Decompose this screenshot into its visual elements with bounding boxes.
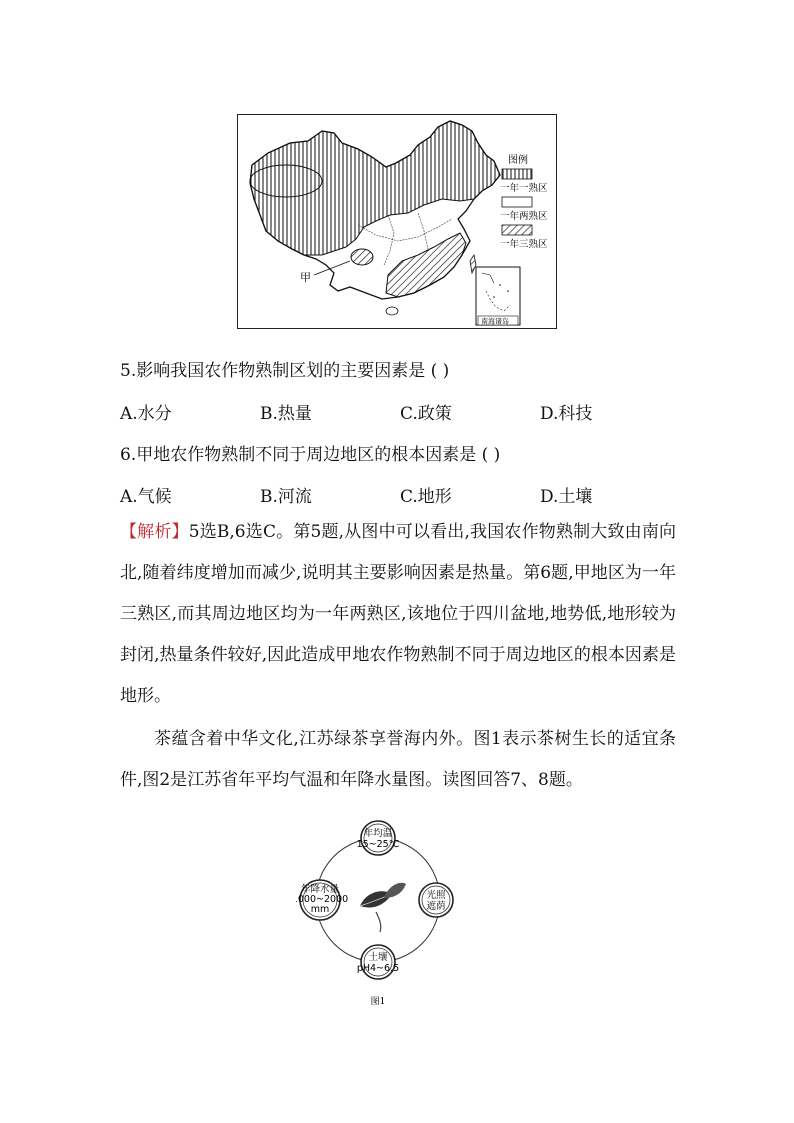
- question-5-stem: 5.影响我国农作物熟制区划的主要因素是 ( ): [120, 361, 450, 381]
- question-6-stem: 6.甲地农作物熟制不同于周边地区的根本因素是 ( ): [120, 445, 501, 465]
- q6-option-a: A.气候: [120, 487, 172, 507]
- intro-paragraph: 茶蕴含着中华文化,江苏绿茶享誉海内外。图1表示茶树生长的适宜条件,图2是江苏省年平均气温和年降水量图。读图回答7、8题。: [120, 729, 676, 790]
- q5-option-c: C.政策: [400, 404, 452, 424]
- inset-label: 南海诸岛: [481, 317, 509, 326]
- analysis-paragraph: [120, 512, 676, 717]
- analysis-tag: 【解析】: [120, 522, 189, 542]
- tea-leaf-icon: [360, 883, 406, 932]
- figure-1-caption: 图1: [370, 997, 386, 1007]
- legend-label-triple: 一年三熟区: [500, 239, 548, 250]
- map-legend: [500, 153, 548, 250]
- south-china-sea-inset: [476, 267, 520, 326]
- zone-jia-basin: [351, 249, 373, 265]
- figure-1-tea-conditions: [296, 820, 460, 1012]
- q6-option-d: D.土壤: [540, 487, 593, 507]
- analysis-text: 5选B,6选C。第5题,从图中可以看出,我国农作物熟制大致由南向北,随着纬度增加而减少,说明其主要影响因素是热量。第6题,甲地区为一年三熟区,而其周边地区均为一年两熟区,该地位于四川盆地,地势低,地形较为封闭,热量条件较好,因此造成甲地农作物熟制不同于周边地区的根本因素是地形。: [120, 522, 676, 706]
- legend-swatch-single: [502, 169, 532, 179]
- q6-option-c: C.地形: [400, 487, 452, 507]
- node-temp-value: 15~25℃: [356, 839, 400, 850]
- node-rain-value: 1000~2000: [296, 894, 349, 905]
- legend-label-double: 一年两熟区: [500, 211, 548, 222]
- legend-title: 图例: [508, 155, 528, 166]
- q6-option-b: B.河流: [260, 487, 312, 507]
- node-light-value: 遮荫: [426, 901, 446, 912]
- q5-option-d: D.科技: [540, 404, 593, 424]
- node-rain-label: 年降水量: [300, 884, 340, 895]
- node-light-label: 光照: [426, 890, 446, 901]
- legend-swatch-triple: [502, 225, 532, 235]
- q5-option-b: B.热量: [260, 404, 312, 424]
- node-soil-label: 土壤: [368, 952, 388, 963]
- q5-option-a: A.水分: [120, 404, 172, 424]
- legend-label-single: 一年一熟区: [500, 183, 548, 194]
- crop-zone-map: [237, 114, 557, 329]
- node-rain-unit: mm: [310, 904, 330, 915]
- node-soil-value: pH4~6.5: [356, 963, 400, 974]
- label-jia: 甲: [300, 271, 311, 284]
- node-temp-label: 年均温: [363, 828, 393, 839]
- legend-swatch-double: [502, 197, 532, 207]
